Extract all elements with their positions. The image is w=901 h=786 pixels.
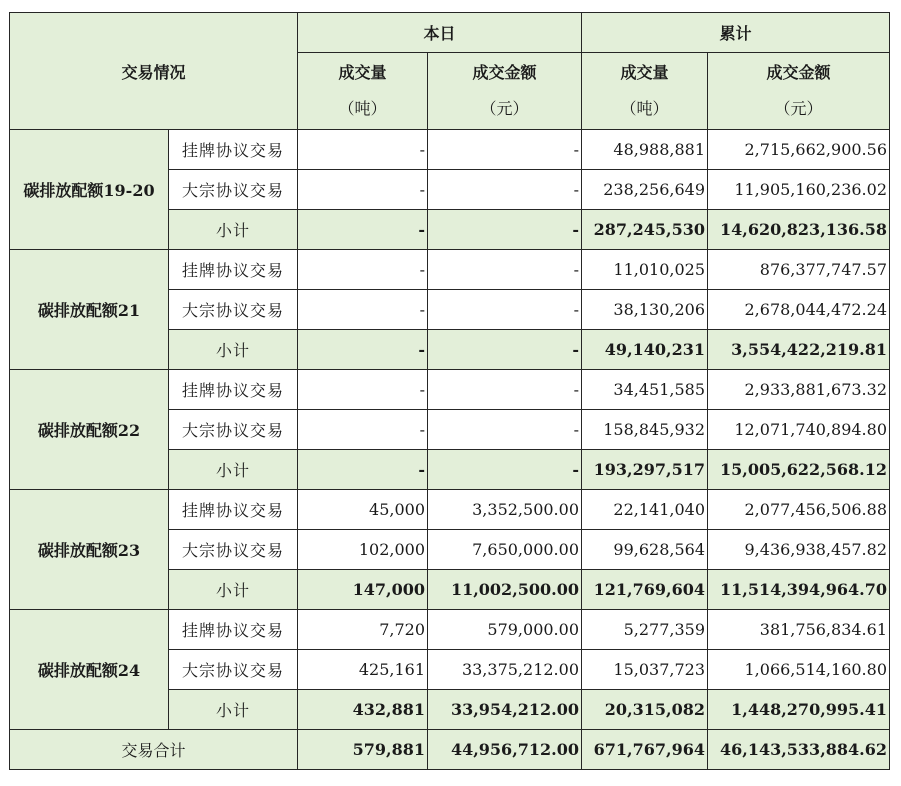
header-today-volume bbox=[298, 53, 428, 130]
today-volume: - bbox=[298, 130, 428, 170]
today-amount: 3,352,500.00 bbox=[428, 490, 582, 530]
subtotal-today-amount: - bbox=[428, 330, 582, 370]
header-corner: 交易情况 bbox=[10, 13, 298, 130]
today-amount: - bbox=[428, 250, 582, 290]
today-volume: 45,000 bbox=[298, 490, 428, 530]
trade-type: 挂牌协议交易 bbox=[169, 490, 298, 530]
subtotal-today-amount: - bbox=[428, 450, 582, 490]
header-volume-label: 成交量 bbox=[338, 63, 387, 82]
header-volume-unit: （吨） bbox=[620, 99, 669, 118]
header-volume-unit: （吨） bbox=[338, 99, 387, 118]
today-amount: 579,000.00 bbox=[428, 610, 582, 650]
today-amount: 33,375,212.00 bbox=[428, 650, 582, 690]
subtotal-today-volume: 432,881 bbox=[298, 690, 428, 730]
today-volume: 102,000 bbox=[298, 530, 428, 570]
today-volume: - bbox=[298, 170, 428, 210]
cum-volume: 22,141,040 bbox=[582, 490, 708, 530]
cum-amount: 381,756,834.61 bbox=[708, 610, 890, 650]
trading-summary-table bbox=[9, 12, 890, 770]
total-cum-volume: 671,767,964 bbox=[582, 730, 708, 770]
trade-type: 大宗协议交易 bbox=[169, 410, 298, 450]
cum-amount: 2,077,456,506.88 bbox=[708, 490, 890, 530]
subtotal-cum-volume: 287,245,530 bbox=[582, 210, 708, 250]
subtotal-label: 小计 bbox=[169, 570, 298, 610]
subtotal-label: 小计 bbox=[169, 330, 298, 370]
today-amount: 7,650,000.00 bbox=[428, 530, 582, 570]
group-name: 碳排放配额22 bbox=[10, 370, 169, 490]
header-cum-amount bbox=[708, 53, 890, 130]
header-cumulative: 累计 bbox=[582, 13, 890, 53]
group-name: 碳排放配额23 bbox=[10, 490, 169, 610]
trade-type: 挂牌协议交易 bbox=[169, 370, 298, 410]
total-today-amount: 44,956,712.00 bbox=[428, 730, 582, 770]
subtotal-cum-amount: 14,620,823,136.58 bbox=[708, 210, 890, 250]
subtotal-today-volume: 147,000 bbox=[298, 570, 428, 610]
cum-amount: 2,715,662,900.56 bbox=[708, 130, 890, 170]
total-cum-amount: 46,143,533,884.62 bbox=[708, 730, 890, 770]
subtotal-label: 小计 bbox=[169, 690, 298, 730]
subtotal-cum-volume: 49,140,231 bbox=[582, 330, 708, 370]
group-name: 碳排放配额24 bbox=[10, 610, 169, 730]
cum-volume: 34,451,585 bbox=[582, 370, 708, 410]
subtotal-cum-volume: 20,315,082 bbox=[582, 690, 708, 730]
header-amount-unit: （元） bbox=[774, 99, 823, 118]
header-amount-label: 成交金额 bbox=[472, 63, 537, 82]
cum-amount: 1,066,514,160.80 bbox=[708, 650, 890, 690]
subtotal-today-amount: 33,954,212.00 bbox=[428, 690, 582, 730]
trade-type: 挂牌协议交易 bbox=[169, 130, 298, 170]
trade-type: 挂牌协议交易 bbox=[169, 610, 298, 650]
today-amount: - bbox=[428, 170, 582, 210]
subtotal-cum-amount: 15,005,622,568.12 bbox=[708, 450, 890, 490]
cum-amount: 876,377,747.57 bbox=[708, 250, 890, 290]
subtotal-today-amount: 11,002,500.00 bbox=[428, 570, 582, 610]
today-volume: - bbox=[298, 290, 428, 330]
header-volume-label: 成交量 bbox=[620, 63, 669, 82]
today-amount: - bbox=[428, 410, 582, 450]
cum-volume: 158,845,932 bbox=[582, 410, 708, 450]
today-volume: 425,161 bbox=[298, 650, 428, 690]
cum-volume: 15,037,723 bbox=[582, 650, 708, 690]
cum-amount: 2,933,881,673.32 bbox=[708, 370, 890, 410]
grand-total-label: 交易合计 bbox=[10, 730, 298, 770]
today-volume: - bbox=[298, 250, 428, 290]
cum-volume: 99,628,564 bbox=[582, 530, 708, 570]
subtotal-label: 小计 bbox=[169, 450, 298, 490]
today-amount: - bbox=[428, 130, 582, 170]
cum-amount: 12,071,740,894.80 bbox=[708, 410, 890, 450]
header-amount-unit: （元） bbox=[480, 99, 529, 118]
cum-volume: 5,277,359 bbox=[582, 610, 708, 650]
today-amount: - bbox=[428, 370, 582, 410]
today-volume: - bbox=[298, 370, 428, 410]
today-volume: 7,720 bbox=[298, 610, 428, 650]
cum-amount: 11,905,160,236.02 bbox=[708, 170, 890, 210]
trade-type: 大宗协议交易 bbox=[169, 290, 298, 330]
today-volume: - bbox=[298, 410, 428, 450]
subtotal-label: 小计 bbox=[169, 210, 298, 250]
trade-type: 大宗协议交易 bbox=[169, 530, 298, 570]
subtotal-today-volume: - bbox=[298, 330, 428, 370]
group-name: 碳排放配额21 bbox=[10, 250, 169, 370]
cum-amount: 9,436,938,457.82 bbox=[708, 530, 890, 570]
cum-volume: 38,130,206 bbox=[582, 290, 708, 330]
header-today-amount bbox=[428, 53, 582, 130]
group-name: 碳排放配额19-20 bbox=[10, 130, 169, 250]
header-today: 本日 bbox=[298, 13, 582, 53]
today-amount: - bbox=[428, 290, 582, 330]
cum-amount: 2,678,044,472.24 bbox=[708, 290, 890, 330]
subtotal-cum-volume: 193,297,517 bbox=[582, 450, 708, 490]
trade-type: 挂牌协议交易 bbox=[169, 250, 298, 290]
subtotal-cum-amount: 1,448,270,995.41 bbox=[708, 690, 890, 730]
subtotal-today-amount: - bbox=[428, 210, 582, 250]
subtotal-today-volume: - bbox=[298, 450, 428, 490]
header-amount-label: 成交金额 bbox=[766, 63, 831, 82]
subtotal-cum-amount: 3,554,422,219.81 bbox=[708, 330, 890, 370]
cum-volume: 11,010,025 bbox=[582, 250, 708, 290]
subtotal-cum-volume: 121,769,604 bbox=[582, 570, 708, 610]
subtotal-cum-amount: 11,514,394,964.70 bbox=[708, 570, 890, 610]
trade-type: 大宗协议交易 bbox=[169, 650, 298, 690]
trade-type: 大宗协议交易 bbox=[169, 170, 298, 210]
subtotal-today-volume: - bbox=[298, 210, 428, 250]
header-cum-volume bbox=[582, 53, 708, 130]
cum-volume: 238,256,649 bbox=[582, 170, 708, 210]
total-today-volume: 579,881 bbox=[298, 730, 428, 770]
cum-volume: 48,988,881 bbox=[582, 130, 708, 170]
